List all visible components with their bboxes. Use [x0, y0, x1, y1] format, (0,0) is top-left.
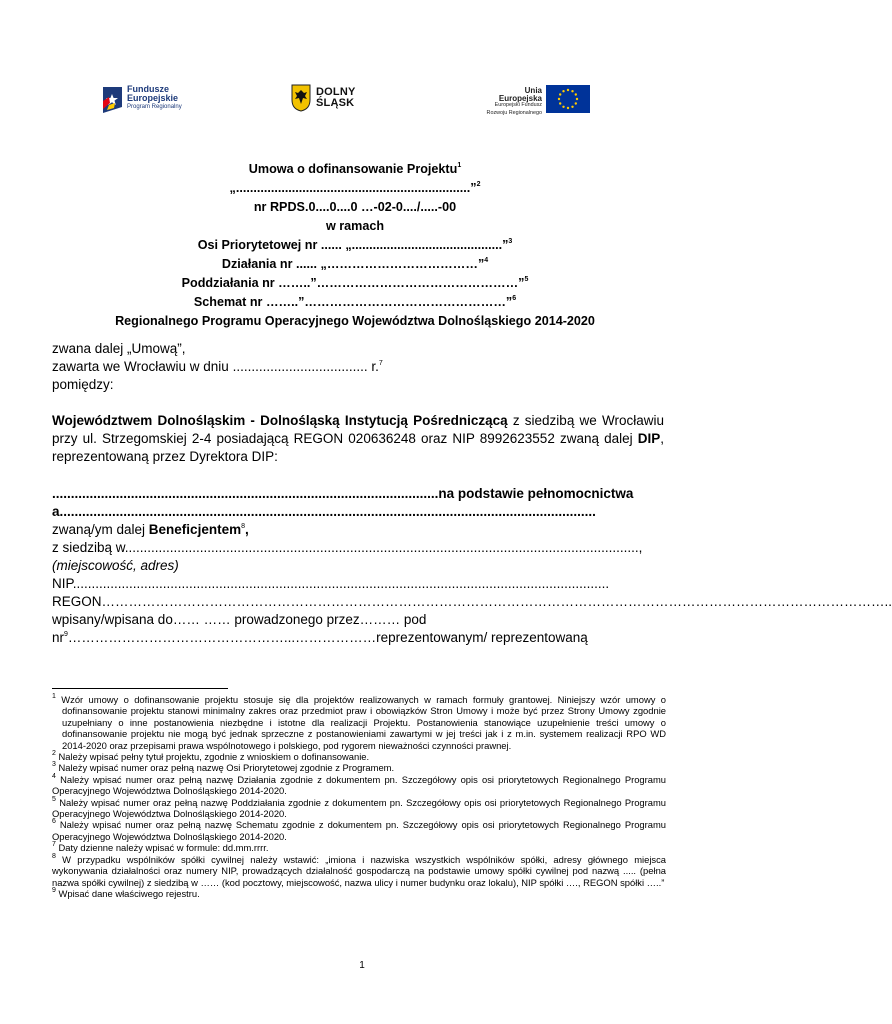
page-number: 1	[359, 960, 365, 971]
benef-line9: $nr^9\dots\dots\dots\dots\dots\dots\dots\dots\dots\dots\dots\dots\dots\dots\dots\dots...\dots\dots\dots\dots\dots\dots reprezentowanym/$ reprezentowaną	[52, 630, 588, 645]
footnote-ref-4: 4	[484, 256, 489, 264]
intro-line1: zwana dalej „Umową”,	[52, 341, 186, 356]
footnote-2: $^2$ Należy wpisać pełny tytuł projektu, zgodnie z wnioskiem o dofinansowanie.	[52, 749, 370, 763]
fe-line2: Europejskie	[127, 93, 179, 103]
footnote-6: $^6$ Należy wpisać numer oraz pełną nazwę Schematu zgodnie z dokumentem pn. Szczegółowy opis osi priorytetowych Regionalnego Programu Operacyjnego Województwa Dolnośląskiego 2014-2020.	[52, 818, 666, 842]
title-line9: Regionalnego Programu Operacyjnego Województwa Dolnośląskiego 2014-2020	[115, 314, 595, 328]
benef-line8: wpisany/wpisana do…… …… prowadzonego przez……… pod	[52, 612, 427, 627]
benef-line4: z siedzibą w.........................................................................................................................................,	[52, 540, 643, 555]
intro-line2: zawarta we Wrocławiu w dniu .................................... r.$^7$	[52, 359, 383, 374]
title-line4: w ramach	[325, 219, 385, 233]
benef-line5: (miejscowość, adres)	[52, 558, 179, 573]
title-line5: Osi Priorytetowej nr ...... „...........................................”$^3$	[197, 237, 513, 252]
footnote-3: $^3$ Należy wpisać numer oraz pełną nazwę Osi Priorytetowej zgodnie z Programem.	[52, 761, 395, 774]
eu-line2: Europejski Fundusz	[494, 102, 542, 108]
dip-abbrev: DIP	[637, 431, 661, 446]
footnote-separator	[52, 688, 228, 689]
eagle-crest-icon	[291, 84, 311, 112]
logo-bar	[0, 82, 724, 122]
title-line8: Schemat nr ……..”…………………………………………”$^6$	[193, 294, 517, 309]
fundusze-europejskie-logo	[100, 82, 190, 118]
benef-line6: NIP...............................................................................................................................................	[52, 576, 610, 591]
footnote-9: $^9$ Wpisać dane właściwego rejestru.	[52, 886, 200, 899]
fe-star-icon	[100, 85, 124, 115]
title-line2: „...................................................................”$^2$	[229, 180, 481, 195]
party-name: Województwem Dolnośląskim - Dolnośląską Instytucją Pośredniczącą	[52, 413, 508, 428]
footnote-1: $^1$ Wzór umowy o dofinansowanie projektu stosuje się dla projektów realizowanych w ramach formuły grantowej. Niniejszy wzór umowy o dofinansowanie projektu stanowi minimalny zakres oraz przedmiot praw i obowiązków Stron Umowy i może być przez Strony Umowy zgodnie uzupełniany o inne postanowienia niezbędne i istotne dla realizacji Projektu. Postanowienia stanowiące uzupełnienie treści umowy o dofinansowanie projektu nie mogą być jednak sprzeczne z postanowieniami zawartymi w jej treści jak i z m.in. systemem realizacji RPO WD 2014-2020 oraz przepisami prawa wspólnotowego i polskiego, pod rygorem nieważności czynności prawnej.	[52, 692, 666, 751]
title-line6: Działania nr ...... „………………………………”$^4$	[221, 256, 489, 271]
benef-line2: a...............................................................................................................................................	[52, 504, 596, 519]
unia-europejska-logo	[480, 82, 590, 118]
ds-line2: ŚLĄSK	[316, 97, 355, 109]
title-line7: Poddziałania nr ……..”…………………………………………”$^5$	[181, 275, 529, 290]
footnote-ref-9: 9	[64, 630, 68, 638]
footnotes	[52, 694, 666, 899]
footnote-ref-1: 1	[457, 161, 462, 169]
benef-line7: REGON…………………………………………………………………………………………………………………………………………………………..	[52, 594, 892, 609]
eu-flag-icon	[546, 85, 590, 113]
fe-line3: Program Regionalny	[127, 104, 182, 110]
fe-line1: Fundusze	[127, 84, 169, 94]
benef-line3: zwaną/ym dalej Beneficjentem$^8$,	[52, 522, 249, 537]
title-line1: Umowa o dofinansowanie Projektu$^1$	[248, 161, 462, 176]
footnote-ref-6: 6	[512, 294, 517, 302]
footnote-ref-2: 2	[476, 180, 481, 188]
title-line3: nr RPDS.0....0....0 …-02-0..../.....-00	[253, 200, 457, 214]
footnote-7: $^7$ Daty dzienne należy wpisać w formule: dd.mm.rrrr.	[52, 841, 269, 854]
footnote-8: $^8$ W przypadku wspólników spółki cywilnej należy wstawić: „imiona i nazwiska wszystkich wspólników spółki, adresy głównego miejsca wykonywania działalności oraz numery NIP, prowadzących działalność gospodarczą na podstawie umowy spółki cywilnej pod nazwą ..... (pełna nazwa spółki cywilnej) z siedzibą w …… (kod pocztowy, miejscowość, nazwa ulicy i numer budynku oraz lokalu), NIP spółki …., REGON spółki …..”	[52, 852, 666, 888]
footnote-4: $^4$ Należy wpisać numer oraz pełną nazwę Działania zgodnie z dokumentem pn. Szczegółowy opis osi priorytetowych Regionalnego Programu Operacyjnego Województwa Dolnośląskiego 2014-2020.	[52, 772, 667, 797]
ds-line1: DOLNY	[316, 86, 356, 98]
footnote-ref-8: 8	[241, 522, 245, 530]
footnote-ref-3: 3	[508, 237, 513, 245]
eu-line3: Rozwoju Regionalnego	[486, 109, 542, 116]
eu-line1: Unia Europejska	[498, 86, 542, 103]
benef-line1: .......................................................................................................na podstawie pełnomocnictwa	[52, 486, 634, 501]
footnote-5: $^5$ Należy wpisać numer oraz pełną nazwę Poddziałania zgodnie z dokumentem pn. Szczegółowy opis osi priorytetowych Regionalnego Programu Operacyjnego Województwa Dolnośląskiego 2014-2020.	[52, 795, 666, 820]
agreement-title	[100, 160, 610, 331]
party-dip-paragraph: Województwem Dolnośląskim - Dolnośląską Instytucją Pośredniczącą z siedzibą we Wrocławiu przy ul. Strzegomskiej 2-4 posiadającą REGON 020636248 oraz NIP 8992623552 zwaną dalej DIP, reprezentowaną przez Dyrektora DIP:	[52, 413, 665, 464]
intro-block	[52, 340, 664, 394]
footnote-ref-5: 5	[524, 275, 529, 283]
intro-line3: pomiędzy:	[52, 377, 114, 392]
footnote-ref-7: 7	[378, 359, 383, 367]
dolny-slask-logo	[291, 82, 371, 118]
beneficiary-block	[52, 485, 892, 647]
